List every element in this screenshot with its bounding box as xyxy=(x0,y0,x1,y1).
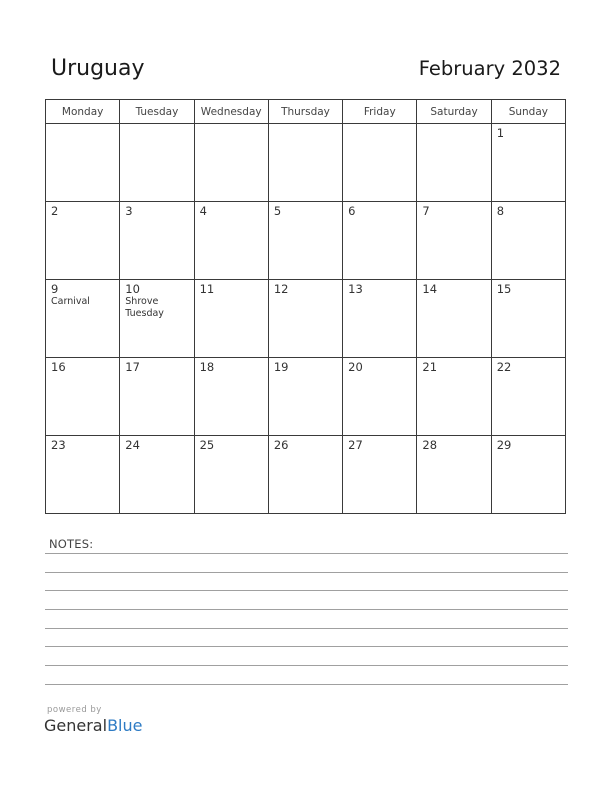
notes-line xyxy=(45,590,568,591)
weekday-header-row xyxy=(46,100,566,124)
day-cell xyxy=(268,280,342,358)
day-cell xyxy=(343,358,417,436)
day-cell xyxy=(491,280,565,358)
day-cell xyxy=(343,124,417,202)
day-number: 11 xyxy=(199,282,215,296)
day-cell xyxy=(120,280,194,358)
notes-line xyxy=(45,553,568,554)
day-cell xyxy=(491,202,565,280)
day-cell xyxy=(194,436,268,514)
day-number: 4 xyxy=(199,204,207,218)
day-number: 22 xyxy=(496,360,512,374)
day-cell xyxy=(46,358,120,436)
day-number: 8 xyxy=(496,204,505,218)
weekday-header-sunday: Sunday xyxy=(491,100,565,124)
brand-blue-text: Blue xyxy=(107,716,143,735)
day-number: 19 xyxy=(273,360,289,374)
day-number: 3 xyxy=(125,204,133,218)
brand-general-text: General xyxy=(44,716,108,735)
day-number: 24 xyxy=(125,438,140,452)
week-row xyxy=(46,124,566,202)
day-number: 6 xyxy=(348,204,356,218)
day-cell xyxy=(120,202,194,280)
day-cell xyxy=(268,358,342,436)
day-cell xyxy=(417,358,491,436)
day-cell xyxy=(417,202,491,280)
weekday-header-tuesday: Tuesday xyxy=(120,100,194,124)
day-number: 15 xyxy=(496,282,512,296)
day-number: 7 xyxy=(422,204,430,218)
week-row xyxy=(46,358,566,436)
day-number: 2 xyxy=(51,204,59,218)
day-cell xyxy=(46,436,120,514)
day-number: 25 xyxy=(199,438,215,452)
country-title: Uruguay xyxy=(51,56,145,81)
notes-line xyxy=(45,572,568,573)
day-cell xyxy=(491,436,565,514)
weekday-header-thursday: Thursday xyxy=(268,100,342,124)
day-cell xyxy=(343,436,417,514)
day-cell xyxy=(194,280,268,358)
notes-line xyxy=(45,609,568,610)
day-number: 16 xyxy=(51,360,66,374)
weekday-header-monday: Monday xyxy=(46,100,120,124)
day-cell xyxy=(343,202,417,280)
weekday-header-saturday: Saturday xyxy=(417,100,491,124)
day-cell xyxy=(268,202,342,280)
day-number xyxy=(195,124,268,126)
day-number xyxy=(417,124,490,126)
notes-line xyxy=(45,646,568,647)
day-cell xyxy=(120,124,194,202)
notes-label: NOTES: xyxy=(49,537,94,551)
week-row xyxy=(46,436,566,514)
day-number: 26 xyxy=(273,438,289,452)
notes-line xyxy=(45,665,568,666)
month-year-title: February 2032 xyxy=(418,57,561,80)
day-number: 23 xyxy=(51,438,66,452)
day-cell xyxy=(194,202,268,280)
day-number: 14 xyxy=(422,282,438,296)
week-row xyxy=(46,202,566,280)
brand-logo xyxy=(44,704,142,736)
week-row xyxy=(46,280,566,358)
day-cell xyxy=(46,202,120,280)
day-number: 12 xyxy=(273,282,289,296)
notes-line xyxy=(45,628,568,629)
day-cell xyxy=(194,124,268,202)
brand-name xyxy=(44,716,142,736)
powered-by-text: powered by xyxy=(47,705,102,715)
day-number: 1 xyxy=(496,126,505,140)
holiday-label: Shrove Tuesday xyxy=(125,296,164,319)
holiday-label: Carnival xyxy=(51,296,90,307)
day-cell xyxy=(343,280,417,358)
day-cell xyxy=(46,280,120,358)
weekday-header-friday: Friday xyxy=(343,100,417,124)
day-cell xyxy=(120,436,194,514)
day-cell xyxy=(46,124,120,202)
day-number: 10 xyxy=(125,282,140,296)
day-number: 29 xyxy=(496,438,512,452)
day-number: 9 xyxy=(51,282,59,296)
day-cell xyxy=(194,358,268,436)
day-cell xyxy=(417,280,491,358)
day-number xyxy=(46,124,119,126)
day-cell xyxy=(417,124,491,202)
day-number: 17 xyxy=(125,360,140,374)
day-cell xyxy=(120,358,194,436)
day-number: 5 xyxy=(273,204,282,218)
day-number xyxy=(120,124,193,126)
day-cell xyxy=(491,358,565,436)
day-number: 18 xyxy=(199,360,215,374)
day-cell xyxy=(268,124,342,202)
day-number xyxy=(269,124,342,126)
notes-line xyxy=(45,684,568,685)
day-cell xyxy=(417,436,491,514)
day-cell xyxy=(268,436,342,514)
day-number: 28 xyxy=(422,438,438,452)
day-cell xyxy=(491,124,565,202)
weekday-header-wednesday: Wednesday xyxy=(194,100,268,124)
day-number: 13 xyxy=(348,282,363,296)
day-number: 20 xyxy=(348,360,363,374)
day-number: 21 xyxy=(422,360,438,374)
day-number xyxy=(343,124,416,126)
day-number: 27 xyxy=(348,438,363,452)
calendar-grid xyxy=(45,99,566,514)
